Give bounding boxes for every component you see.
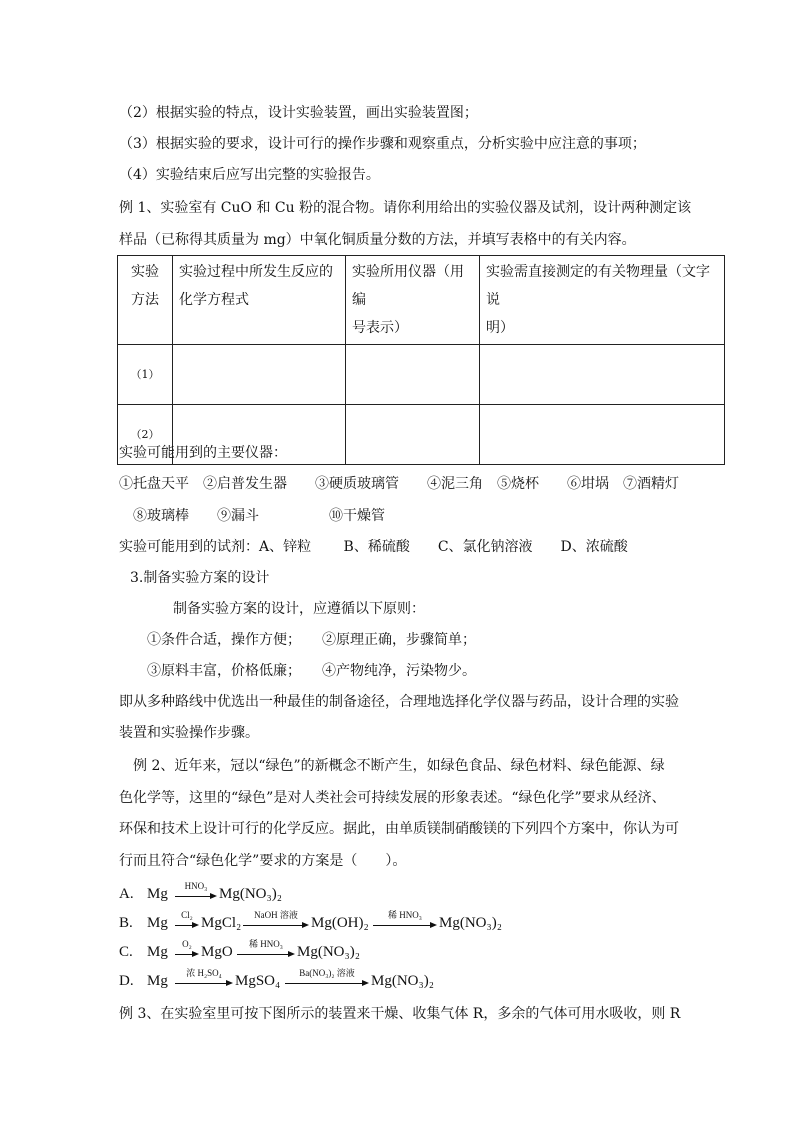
experiment-table [117, 255, 725, 465]
reaction-arrow-icon: 稀 HNO₃ [373, 911, 437, 935]
option-c-intermediate: MgO [201, 944, 233, 960]
instruments-line1: ①托盘天平 ②启普发生器 ③硬质玻璃管 ④泥三角 ⑤烧杯 ⑥坩埚 ⑦酒精灯 [119, 476, 679, 492]
example2-line1: 例 2、近年来，冠以“绿色”的新概念不断产生，如绿色食品、绿色材料、绿色能源、绿 [133, 758, 665, 774]
instruments-title: 实验可能用到的主要仪器： [119, 445, 287, 461]
option-c-label: C. [119, 944, 133, 960]
reaction-arrow-icon: O₂ [175, 940, 199, 964]
example2-line2: 色化学等，这里的“绿色”是对人类社会可持续发展的形象表述。“绿色化学”要求从经济、 [119, 790, 666, 806]
option-c-reactant: Mg [147, 944, 168, 960]
intro-item-2: （2）根据实验的特点，设计实验装置，画出实验装置图； [119, 105, 478, 121]
table-header-row [118, 256, 725, 345]
principles-line1: ①条件合适，操作方便； ②原理正确，步骤简单； [147, 632, 476, 648]
reaction-arrow-icon: HNO₃ [175, 882, 217, 906]
header-instruments: 实验所用仪器（用编 号表示） [346, 256, 480, 345]
section3-lead: 制备实验方案的设计，应遵循以下原则： [173, 601, 425, 617]
reagents-line: 实验可能用到的试剂：A、锌粒 B、稀硫酸 C、氯化钠溶液 D、浓硫酸 [119, 539, 628, 555]
header-equation: 实验过程中所发生反应的 化学方程式 [173, 256, 346, 345]
example2-line4: 行而且符合“绿色化学”要求的方案是（ ）。 [119, 853, 407, 869]
section3-title: 3.制备实验方案的设计 [130, 570, 270, 586]
option-c [119, 940, 439, 964]
header-method: 实验 方法 [118, 256, 173, 345]
intro-item-4: （4）实验结束后应写出完整的实验报告。 [119, 167, 380, 183]
option-c-product: Mg(NO₃)₂ [297, 944, 360, 960]
option-b-reactant: Mg [147, 915, 168, 931]
option-a-label: A. [119, 886, 134, 902]
option-d-product: Mg(NO₃)₂ [371, 973, 434, 989]
option-d-reactant: Mg [147, 973, 168, 989]
cell-quantities-2[interactable] [480, 405, 725, 465]
reaction-arrow-icon: 稀 HNO₃ [237, 940, 295, 964]
example1-line1: 例 1、实验室有 CuO 和 Cu 粉的混合物。请你利用给出的实验仪器及试剂，设计两种测定该 [119, 200, 692, 216]
reaction-arrow-icon: Cl₂ [175, 911, 199, 935]
summary-line2: 装置和实验操作步骤。 [119, 725, 259, 741]
row-label-1: （1） [118, 345, 173, 405]
instruments-line2: ⑧玻璃棒 ⑨漏斗 ⑩干燥管 [133, 508, 385, 524]
summary-line1: 即从多种路线中优选出一种最佳的制备途径，合理地选择化学仪器与药品，设计合理的实验 [119, 694, 679, 710]
option-d-label: D. [119, 973, 134, 989]
row-label-2: （2） [118, 405, 173, 465]
cell-quantities-1[interactable] [480, 345, 725, 405]
reaction-arrow-icon: 浓 H₂SO₄ [175, 969, 233, 993]
table-row [118, 345, 725, 405]
example3-line1: 例 3、在实验室里可按下图所示的装置来干燥、收集气体 R，多余的气体可用水吸收，则 R [119, 1006, 681, 1022]
option-b-intermediate-2: Mg(OH)₂ [311, 915, 369, 931]
option-b [119, 911, 539, 935]
option-a [119, 882, 419, 906]
option-b-label: B. [119, 915, 133, 931]
example2-line3: 环保和技术上设计可行的化学反应。据此，由单质镁制硝酸镁的下列四个方案中，你认为可 [119, 821, 679, 837]
example1-line2: 样品（已称得其质量为 mg）中氧化铜质量分数的方法，并填写表格中的有关内容。 [119, 232, 636, 248]
option-b-intermediate-1: MgCl₂ [201, 915, 242, 931]
header-quantities: 实验需直接测定的有关物理量（文字说 明） [480, 256, 725, 345]
option-a-product: Mg(NO₃)₂ [219, 886, 282, 902]
intro-item-3: （3）根据实验的要求，设计可行的操作步骤和观察重点，分析实验中应注意的事项； [119, 136, 646, 152]
option-d-intermediate: MgSO₄ [235, 973, 281, 989]
cell-instruments-1[interactable] [346, 345, 480, 405]
option-b-product: Mg(NO₃)₂ [439, 915, 502, 931]
option-d [119, 969, 479, 993]
reaction-arrow-icon: NaOH 溶液 [243, 911, 309, 935]
principles-line2: ③原料丰富，价格低廉； ④产物纯净，污染物少。 [147, 663, 476, 679]
cell-instruments-2[interactable] [346, 405, 480, 465]
option-a-reactant: Mg [147, 886, 168, 902]
reaction-arrow-icon: Ba(NO₃)₂ 溶液 [285, 969, 369, 993]
cell-equation-1[interactable] [173, 345, 346, 405]
